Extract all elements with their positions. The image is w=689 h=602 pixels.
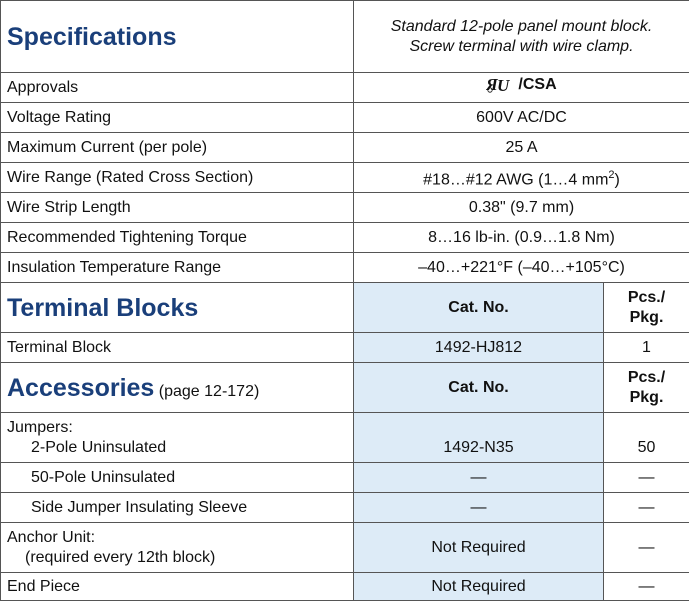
pcs-pkg: 50 xyxy=(604,413,689,463)
pcs-header-line2: Pkg. xyxy=(629,308,664,326)
spec-description-line1: Standard 12-pole panel mount block. xyxy=(390,17,653,35)
pcs-pkg: 1 xyxy=(604,333,689,363)
accessories-title-cell xyxy=(1,363,354,413)
spec-label: Wire Range (Rated Cross Section) xyxy=(1,163,354,193)
table-row xyxy=(1,463,689,493)
item-label: Terminal Block xyxy=(1,333,354,363)
approvals-value: /CSA xyxy=(518,76,557,93)
pcs-header-line1: Pcs./ xyxy=(627,288,666,306)
spec-label: Recommended Tightening Torque xyxy=(1,223,354,253)
spec-label: Maximum Current (per pole) xyxy=(1,133,354,163)
anchor-unit-note: (required every 12th block) xyxy=(25,548,216,566)
spec-value: 8…16 lb-in. (0.9…1.8 Nm) xyxy=(354,223,689,253)
table-row xyxy=(1,333,689,363)
spec-label: Insulation Temperature Range xyxy=(1,253,354,283)
spec-row-torque xyxy=(1,223,689,253)
item-label xyxy=(1,413,354,463)
table-row xyxy=(1,573,689,601)
wire-range-sup: 2 xyxy=(608,168,615,181)
spec-value: 0.38" (9.7 mm) xyxy=(354,193,689,223)
cat-no: 1492-HJ812 xyxy=(354,333,604,363)
wire-range-end: ) xyxy=(614,171,620,189)
spec-label: Approvals xyxy=(1,73,354,103)
col-header-cat-no: Cat. No. xyxy=(354,363,604,413)
item-label xyxy=(1,493,354,523)
pcs-pkg: — xyxy=(604,523,689,573)
item-label xyxy=(1,523,354,573)
spec-row-approvals xyxy=(1,73,689,103)
accessories-title: Accessories xyxy=(7,373,155,402)
cat-no: Not Required xyxy=(354,523,604,573)
spec-label: Wire Strip Length xyxy=(1,193,354,223)
spec-description-line2: Screw terminal with wire clamp. xyxy=(409,37,634,55)
spec-row-voltage xyxy=(1,103,689,133)
spec-row-temperature xyxy=(1,253,689,283)
spec-value xyxy=(354,73,689,103)
specifications-title-cell xyxy=(1,1,354,73)
pcs-header-line1: Pcs./ xyxy=(627,368,666,386)
cat-no: — xyxy=(354,493,604,523)
pcs-pkg: — xyxy=(604,493,689,523)
jumper-2-pole-label: 2-Pole Uninsulated xyxy=(31,438,167,456)
svg-text:U: U xyxy=(497,76,510,94)
spec-value xyxy=(354,163,689,193)
pcs-header-line2: Pkg. xyxy=(629,388,664,406)
wire-range-value: #18…#12 AWG (1…4 mm xyxy=(423,171,609,189)
spec-header-row xyxy=(1,1,689,73)
spec-value: 600V AC/DC xyxy=(354,103,689,133)
spec-value: 25 A xyxy=(354,133,689,163)
spec-row-strip-length xyxy=(1,193,689,223)
ul-recognized-icon xyxy=(486,76,516,94)
pcs-pkg: — xyxy=(604,573,689,601)
accessories-page-note: (page 12-172) xyxy=(158,382,260,400)
col-header-cat-no: Cat. No. xyxy=(354,283,604,333)
table-row xyxy=(1,493,689,523)
accessories-header-row xyxy=(1,363,689,413)
terminal-blocks-header-row xyxy=(1,283,689,333)
item-label: End Piece xyxy=(1,573,354,601)
jumper-50-pole-label: 50-Pole Uninsulated xyxy=(31,468,176,486)
spec-row-wire-range xyxy=(1,163,689,193)
cat-no: 1492-N35 xyxy=(354,413,604,463)
approvals-mark xyxy=(486,75,556,95)
pcs-pkg: — xyxy=(604,463,689,493)
item-label xyxy=(1,463,354,493)
spec-label: Voltage Rating xyxy=(1,103,354,133)
spec-row-current xyxy=(1,133,689,163)
terminal-blocks-title: Terminal Blocks xyxy=(7,293,199,322)
side-jumper-sleeve-label: Side Jumper Insulating Sleeve xyxy=(31,498,248,516)
jumpers-label: Jumpers: xyxy=(7,418,73,436)
terminal-blocks-title-cell xyxy=(1,283,354,333)
cat-no: — xyxy=(354,463,604,493)
col-header-pcs-pkg xyxy=(604,283,689,333)
cat-no: Not Required xyxy=(354,573,604,601)
anchor-unit-label: Anchor Unit: xyxy=(7,528,96,546)
spec-value: –40…+221°F (–40…+105°C) xyxy=(354,253,689,283)
spec-description-cell xyxy=(354,1,689,73)
table-row xyxy=(1,523,689,573)
specifications-title: Specifications xyxy=(7,22,177,51)
table-row xyxy=(1,413,689,463)
col-header-pcs-pkg xyxy=(604,363,689,413)
svg-text:Я: Я xyxy=(486,76,499,94)
